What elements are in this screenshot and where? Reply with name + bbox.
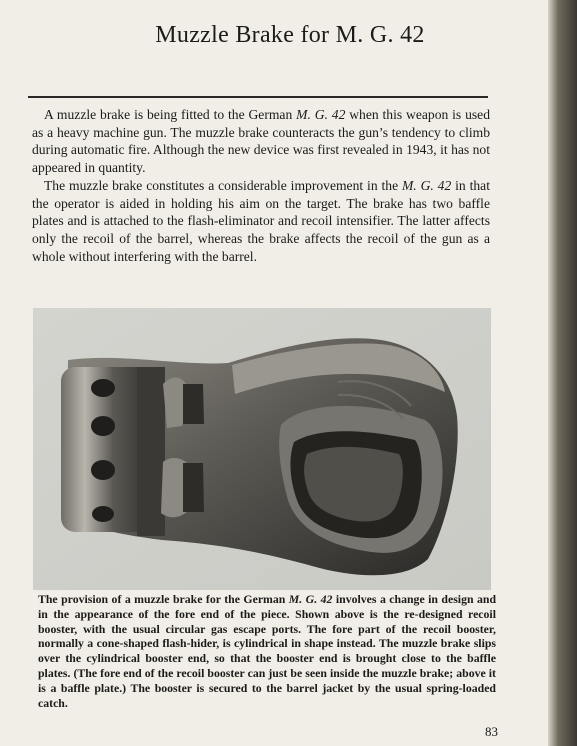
page-number: 83 — [485, 724, 498, 739]
page-title: Muzzle Brake for M. G. 42 — [155, 22, 425, 48]
paragraph-1: A muzzle brake is being fitted to the German M. G. 42 when this weapon is used as a heavy machine gun. The muzzle brake counteracts the gun’s tendency to climb during automatic fire. Although the new device was first revealed in 1943, it has not appeared in quantity. — [32, 107, 490, 176]
article-body — [32, 106, 490, 265]
title-rule — [28, 96, 488, 98]
page-binding-edge — [548, 0, 577, 746]
muzzle-brake-photo — [33, 308, 491, 590]
photo-caption: The provision of a muzzle brake for the German M. G. 42 involves a change in design and in the appearance of the fore end of the piece. Shown above is the re-designed recoil booster, with the usual circular gas escape ports. The fore part of the recoil booster, normally a cone-shaped flash-hider, is cylindrical in shape instead. The muzzle brake slips over the cylindrical booster end, so that the booster end is brought close to the baffle plates. (The fore end of the recoil booster can just be seen inside the muzzle brake; above it is a baffle plate.) The booster is secured to the barrel jacket by the usual spring-loaded catch. — [38, 592, 497, 710]
paragraph-2: The muzzle brake constitutes a considerable improvement in the M. G. 42 in that the operator is aided in holding his aim on the target. The brake has two baffle plates and is attached to the flash-eliminator and recoil intensifier. The latter affects only the recoil of the barrel, whereas the brake affects the recoil of the gun as a whole without interfering with the barrel. — [32, 177, 490, 264]
